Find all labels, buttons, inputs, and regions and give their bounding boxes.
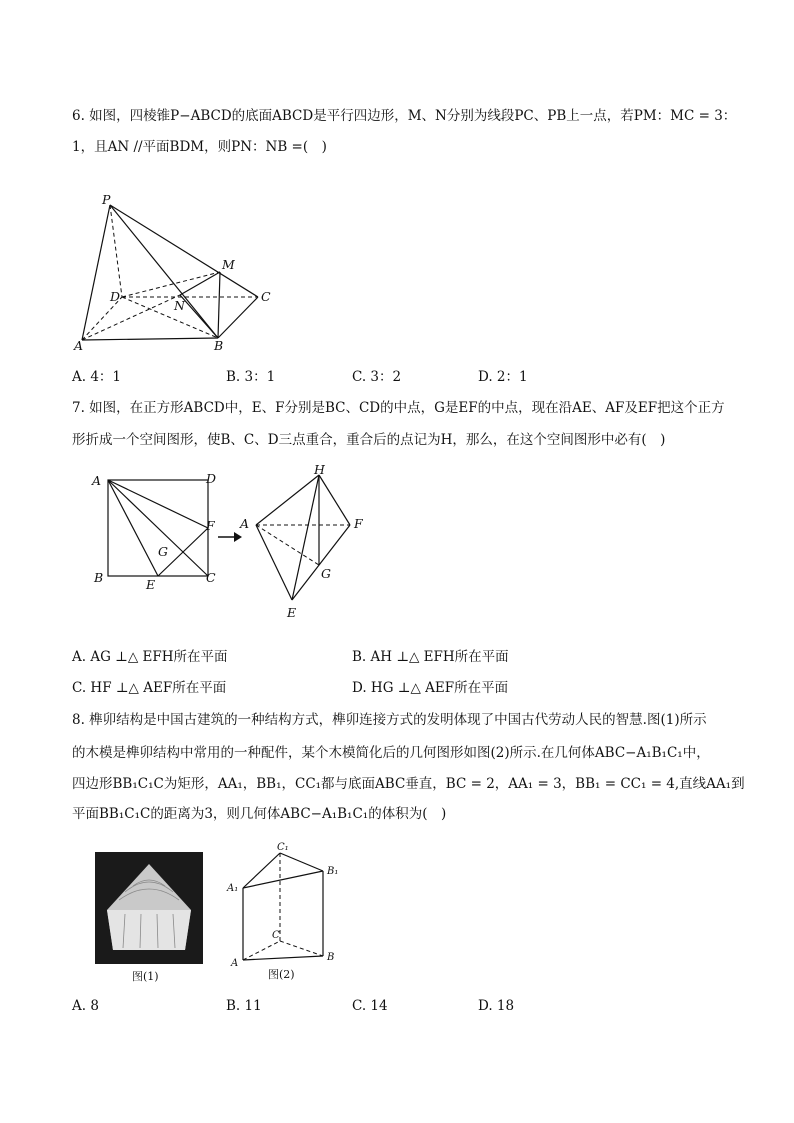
q6-option-b[interactable]: B. 3：1 (226, 369, 276, 385)
q7-label-d: D (206, 471, 217, 486)
q8-text-line4: 平面BB₁C₁C的距离为3，则几何体ABC−A₁B₁C₁的体积为( ) (72, 806, 447, 822)
q7-option-c[interactable]: C. HF ⊥△ AEF所在平面 (72, 680, 227, 696)
q7-folded-tetrahedron-diagram (232, 460, 382, 625)
q6-label-p: P (102, 192, 111, 207)
q6-label-n: N (174, 298, 185, 313)
q7-label-f2: F (354, 516, 363, 531)
q8-text-line3: 四边形BB₁C₁C为矩形，AA₁，BB₁，CC₁都与底面ABC垂直，BC = 2，AA₁ = 3，BB₁ = CC₁ = 4,直线AA₁到 (72, 776, 745, 792)
q8-label-a1: A₁ (227, 883, 239, 894)
q6-label-d: D (110, 289, 121, 304)
q8-label-c1: C₁ (277, 842, 289, 853)
q7-label-a: A (92, 473, 102, 488)
q7-label-a2: A (240, 516, 250, 531)
q8-text-line2: 的木模是榫卯结构中常用的一种配件，某个木模简化后的几何图形如图(2)所示.在几何体ABC−A₁B₁C₁中， (72, 745, 710, 761)
q7-label-f: F (206, 518, 215, 533)
q7-option-a[interactable]: A. AG ⊥△ EFH所在平面 (72, 649, 228, 665)
q6-option-c[interactable]: C. 3：2 (352, 369, 402, 385)
q8-label-c: C (272, 930, 280, 941)
fig1-caption: 图(1) (132, 970, 159, 983)
q7-label-h: H (314, 462, 325, 477)
q8-label-a: A (231, 958, 239, 969)
q7-option-b[interactable]: B. AH ⊥△ EFH所在平面 (352, 649, 509, 665)
q7-label-b: B (94, 570, 104, 585)
q8-option-a[interactable]: A. 8 (72, 998, 99, 1014)
q6-label-c: C (261, 289, 271, 304)
q7-label-c: C (206, 570, 216, 585)
q6-option-d[interactable]: D. 2：1 (478, 369, 528, 385)
q6-label-b: B (214, 338, 224, 353)
q6-label-a: A (74, 338, 84, 353)
q6-text-line2: 1，且AN //平面BDM，则PN：NB =( ) (72, 139, 327, 155)
q7-label-e: E (146, 577, 156, 592)
q6-pyramid-diagram (70, 190, 290, 360)
q7-label-g2: G (321, 566, 331, 581)
wooden-block-photo (95, 852, 203, 964)
q7-label-g: G (158, 544, 168, 559)
q8-label-b1: B₁ (327, 866, 339, 877)
q8-solid-diagram (225, 838, 355, 978)
q8-option-b[interactable]: B. 11 (226, 998, 262, 1014)
q6-label-m: M (222, 257, 235, 272)
q7-option-d[interactable]: D. HG ⊥△ AEF所在平面 (352, 680, 509, 696)
q7-square-diagram (88, 465, 238, 595)
q8-label-b: B (327, 952, 335, 963)
q7-text-line1: 7. 如图，在正方形ABCD中，E、F分别是BC、CD的中点，G是EF的中点，现在沿AE、AF及EF把这个正方 (72, 400, 725, 416)
q8-option-d[interactable]: D. 18 (478, 998, 515, 1014)
q6-option-a[interactable]: A. 4：1 (72, 369, 122, 385)
q7-label-e2: E (287, 605, 297, 620)
q8-option-c[interactable]: C. 14 (352, 998, 388, 1014)
q8-text-line1: 8. 榫卯结构是中国古建筑的一种结构方式，榫卯连接方式的发明体现了中国古代劳动人民的智慧.图(1)所示 (72, 712, 707, 728)
q6-text-line1: 6. 如图，四棱锥P−ABCD的底面ABCD是平行四边形，M、N分别为线段PC、PB上一点，若PM：MC = 3： (72, 108, 737, 124)
fig2-caption: 图(2) (268, 968, 295, 981)
q7-text-line2: 形折成一个空间图形，使B、C、D三点重合，重合后的点记为H，那么，在这个空间图形中必有( ) (72, 432, 666, 448)
